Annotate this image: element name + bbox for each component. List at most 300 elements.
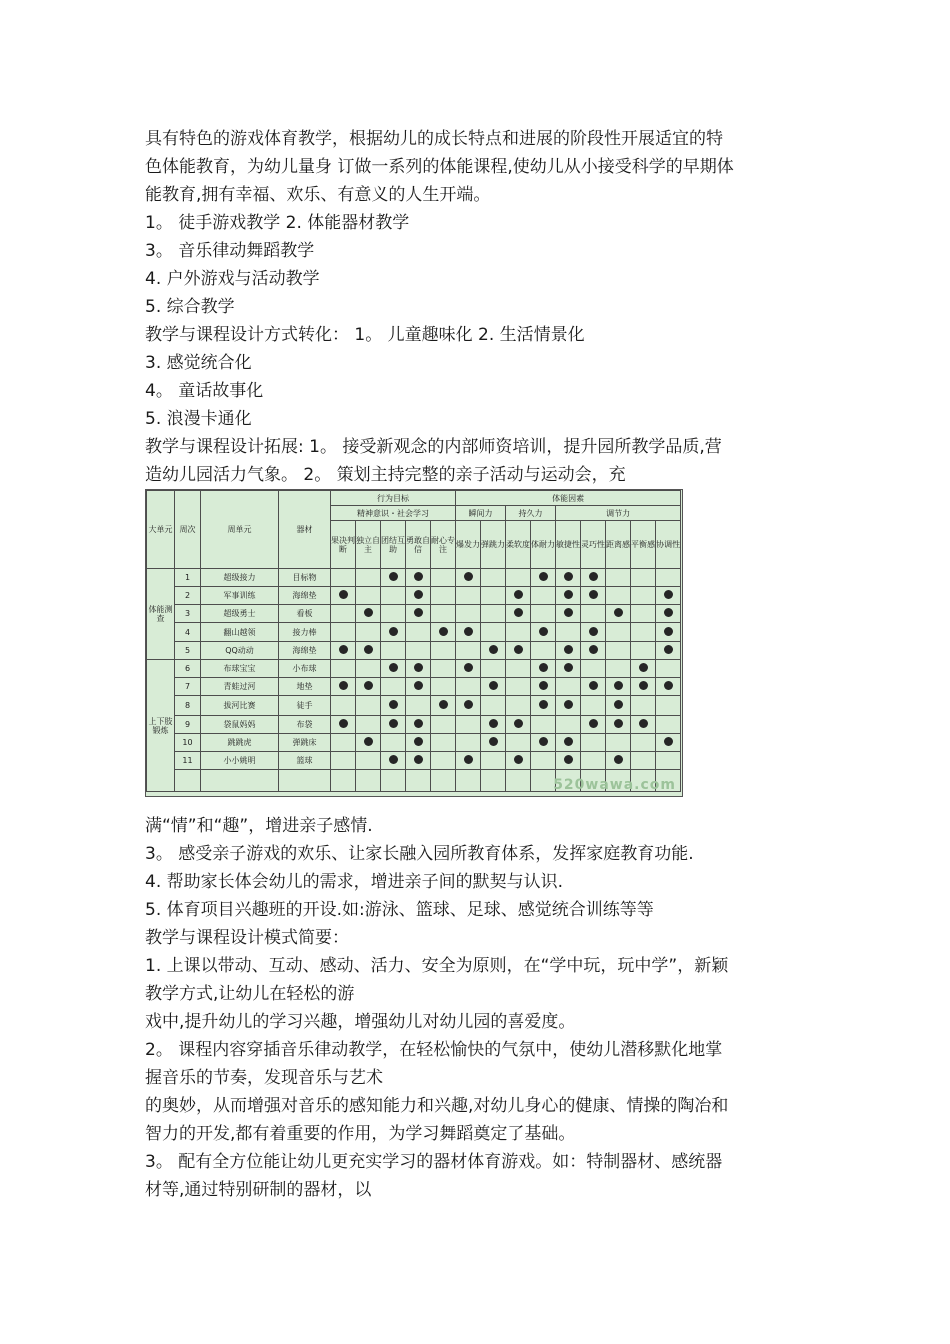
header-burst: 瞬间力 (456, 506, 506, 521)
mark-cell (631, 587, 656, 605)
mark-cell (556, 752, 581, 770)
cell-name (201, 770, 279, 792)
header-col: 独立自主 (356, 521, 381, 569)
cell-equip: 布袋 (279, 716, 331, 734)
mark-cell (431, 605, 456, 623)
mark-cell (506, 770, 531, 792)
text-line: 3。 音乐律动舞蹈教学 (145, 241, 315, 261)
mark-cell (506, 660, 531, 678)
mark-cell (356, 770, 381, 792)
mark-cell (606, 605, 631, 623)
mark-cell (406, 752, 431, 770)
mark-cell (506, 569, 531, 587)
text-line: 2。 课程内容穿插音乐律动教学，在轻松愉快的气氛中，使幼儿潜移默化地掌 (145, 1040, 723, 1060)
mark-dot-icon (464, 700, 473, 709)
mark-dot-icon (364, 645, 373, 654)
mark-cell (556, 696, 581, 716)
cell-week: 3 (175, 605, 201, 623)
mark-cell (356, 642, 381, 660)
mark-dot-icon (639, 719, 648, 728)
mark-dot-icon (539, 663, 548, 672)
mark-cell (456, 642, 481, 660)
table-row (147, 642, 681, 660)
mark-cell (331, 696, 356, 716)
cell-week: 2 (175, 587, 201, 605)
mark-cell (481, 770, 506, 792)
mark-dot-icon (364, 681, 373, 690)
mark-cell (331, 752, 356, 770)
mark-cell (331, 587, 356, 605)
text-line: 能教育,拥有幸福、欢乐、有意义的人生开端。 (145, 185, 491, 205)
mark-cell (331, 678, 356, 696)
cell-equip: 篮球 (279, 752, 331, 770)
mark-cell (556, 623, 581, 642)
mark-dot-icon (489, 681, 498, 690)
mark-dot-icon (539, 737, 548, 746)
cell-name: 军事训练 (201, 587, 279, 605)
mark-cell (356, 569, 381, 587)
text-line: 教学与课程设计模式简要： (145, 928, 349, 948)
mark-cell (381, 642, 406, 660)
mark-dot-icon (439, 700, 448, 709)
text-line: 教学与课程设计方式转化： 1。 儿童趣味化 2. 生活情景化 (145, 325, 585, 345)
mark-cell (381, 569, 406, 587)
mark-cell (531, 660, 556, 678)
mark-cell (631, 734, 656, 752)
mark-cell (631, 716, 656, 734)
mark-cell (631, 605, 656, 623)
mark-cell (356, 678, 381, 696)
mark-dot-icon (339, 719, 348, 728)
mark-dot-icon (589, 627, 598, 636)
paragraph-bottom (145, 812, 815, 1204)
text-line: 1。 徒手游戏教学 2. 体能器材教学 (145, 213, 410, 233)
cell-week: 9 (175, 716, 201, 734)
cell-name: 超级勇士 (201, 605, 279, 623)
mark-cell (406, 587, 431, 605)
cell-week (175, 770, 201, 792)
mark-dot-icon (389, 755, 398, 764)
mark-cell (481, 605, 506, 623)
mark-dot-icon (564, 590, 573, 599)
cell-week: 11 (175, 752, 201, 770)
mark-dot-icon (664, 590, 673, 599)
mark-cell (381, 716, 406, 734)
mark-cell (506, 642, 531, 660)
cell-equip: 徒手 (279, 696, 331, 716)
mark-dot-icon (564, 572, 573, 581)
text-line: 戏中,提升幼儿的学习兴趣，增强幼儿对幼儿园的喜爱度。 (145, 1012, 576, 1032)
mark-cell (381, 752, 406, 770)
mark-cell (556, 716, 581, 734)
mark-dot-icon (589, 719, 598, 728)
mark-cell (656, 678, 681, 696)
text-line: 智力的开发,都有着重要的作用，为学习舞蹈奠定了基础。 (145, 1124, 576, 1144)
mark-cell (606, 569, 631, 587)
mark-cell (481, 696, 506, 716)
mark-cell (531, 696, 556, 716)
text-line: 3。 配有全方位能让幼儿更充实学习的器材体育游戏。如：特制器材、感统器 (145, 1152, 723, 1172)
mark-cell (531, 678, 556, 696)
mark-cell (631, 678, 656, 696)
text-line: 具有特色的游戏体育教学，根据幼儿的成长特点和进展的阶段性开展适宜的特 (145, 129, 723, 149)
header-behavior: 行为目标 (331, 491, 456, 506)
mark-cell (481, 678, 506, 696)
header-col: 平衡感 (631, 521, 656, 569)
mark-dot-icon (339, 681, 348, 690)
mark-cell (481, 716, 506, 734)
table-row (147, 587, 681, 605)
mark-cell (631, 752, 656, 770)
mark-cell (356, 623, 381, 642)
watermark: 520wawa.com (553, 777, 676, 793)
mark-dot-icon (614, 608, 623, 617)
mark-cell (606, 696, 631, 716)
mark-dot-icon (389, 572, 398, 581)
mark-dot-icon (514, 590, 523, 599)
mark-dot-icon (539, 627, 548, 636)
mark-dot-icon (614, 755, 623, 764)
mark-dot-icon (589, 572, 598, 581)
mark-cell (531, 642, 556, 660)
mark-dot-icon (614, 681, 623, 690)
mark-cell (581, 605, 606, 623)
mark-dot-icon (414, 737, 423, 746)
mark-dot-icon (564, 700, 573, 709)
mark-dot-icon (364, 737, 373, 746)
cell-equip: 海绵垫 (279, 642, 331, 660)
mark-cell (331, 716, 356, 734)
mark-cell (656, 605, 681, 623)
text-line: 4. 帮助家长体会幼儿的需求，增进亲子间的默契与认识. (145, 872, 564, 892)
header-equipment: 器材 (279, 491, 331, 569)
mark-cell (456, 752, 481, 770)
header-col: 协调性 (656, 521, 681, 569)
mark-dot-icon (414, 572, 423, 581)
mark-dot-icon (664, 645, 673, 654)
mark-cell (506, 716, 531, 734)
mark-cell (406, 623, 431, 642)
cell-name: 跳跳虎 (201, 734, 279, 752)
mark-cell (656, 642, 681, 660)
mark-dot-icon (614, 700, 623, 709)
mark-cell (631, 642, 656, 660)
mark-cell (406, 642, 431, 660)
table-row (147, 605, 681, 623)
mark-cell (481, 623, 506, 642)
cell-name: 小小姚明 (201, 752, 279, 770)
mark-dot-icon (639, 663, 648, 672)
mark-cell (556, 642, 581, 660)
mark-cell (431, 734, 456, 752)
mark-dot-icon (389, 627, 398, 636)
mark-dot-icon (614, 719, 623, 728)
mark-cell (581, 734, 606, 752)
cell-equip: 接力棒 (279, 623, 331, 642)
header-col: 弹跳力 (481, 521, 506, 569)
mark-cell (556, 678, 581, 696)
cell-equip: 看板 (279, 605, 331, 623)
cell-week: 5 (175, 642, 201, 660)
mark-cell (431, 623, 456, 642)
mark-cell (581, 696, 606, 716)
header-col: 团结互助 (381, 521, 406, 569)
mark-cell (631, 660, 656, 678)
mark-cell (581, 569, 606, 587)
table-row (147, 752, 681, 770)
cell-name: 布球宝宝 (201, 660, 279, 678)
mark-cell (456, 770, 481, 792)
cell-name: 袋鼠妈妈 (201, 716, 279, 734)
mark-cell (431, 696, 456, 716)
mark-cell (581, 642, 606, 660)
mark-cell (381, 678, 406, 696)
mark-cell (606, 678, 631, 696)
mark-dot-icon (664, 627, 673, 636)
mark-cell (481, 642, 506, 660)
mark-cell (481, 660, 506, 678)
mark-cell (606, 752, 631, 770)
mark-cell (331, 569, 356, 587)
header-physical: 体能因素 (456, 491, 681, 506)
mark-cell (606, 716, 631, 734)
mark-dot-icon (589, 590, 598, 599)
mark-cell (456, 696, 481, 716)
mark-cell (556, 734, 581, 752)
mark-cell (406, 770, 431, 792)
mark-cell (506, 623, 531, 642)
mark-cell (531, 569, 556, 587)
mark-cell (456, 569, 481, 587)
text-line: 满“情”和“趣”，增进亲子感情. (145, 816, 373, 836)
mark-cell (606, 623, 631, 642)
mark-cell (431, 770, 456, 792)
text-line: 材等,通过特别研制的器材，以 (145, 1180, 372, 1200)
mark-cell (506, 587, 531, 605)
mark-cell (406, 716, 431, 734)
header-col: 体耐力 (531, 521, 556, 569)
mark-dot-icon (389, 719, 398, 728)
cell-name: 拔河比赛 (201, 696, 279, 716)
mark-cell (456, 734, 481, 752)
header-col: 柔软度 (506, 521, 531, 569)
text-line: 4. 户外游戏与活动教学 (145, 269, 320, 289)
text-line: 教学方式,让幼儿在轻松的游 (145, 984, 355, 1004)
table-row (147, 696, 681, 716)
text-line: 5. 综合教学 (145, 297, 235, 317)
mark-dot-icon (464, 755, 473, 764)
mark-cell (406, 569, 431, 587)
mark-cell (606, 587, 631, 605)
mark-dot-icon (339, 645, 348, 654)
mark-dot-icon (389, 663, 398, 672)
mark-dot-icon (564, 645, 573, 654)
mark-dot-icon (414, 590, 423, 599)
curriculum-table-image (145, 489, 683, 797)
mark-cell (656, 587, 681, 605)
mark-cell (531, 734, 556, 752)
cell-week: 6 (175, 660, 201, 678)
mark-dot-icon (589, 681, 598, 690)
mark-cell (581, 660, 606, 678)
mark-cell (556, 587, 581, 605)
mark-cell (431, 660, 456, 678)
header-col: 距离感 (606, 521, 631, 569)
text-line: 5. 浪漫卡通化 (145, 409, 252, 429)
mark-cell (556, 605, 581, 623)
mark-cell (331, 642, 356, 660)
mark-cell (331, 623, 356, 642)
cell-week: 8 (175, 696, 201, 716)
cell-equip (279, 770, 331, 792)
mark-dot-icon (514, 645, 523, 654)
mark-cell (356, 752, 381, 770)
mark-cell (381, 696, 406, 716)
mark-cell (631, 569, 656, 587)
mark-cell (656, 623, 681, 642)
mark-cell (656, 696, 681, 716)
mark-cell (456, 660, 481, 678)
cell-week: 10 (175, 734, 201, 752)
mark-cell (506, 752, 531, 770)
mark-dot-icon (539, 700, 548, 709)
mark-cell (506, 678, 531, 696)
mark-cell (531, 623, 556, 642)
mark-cell (431, 569, 456, 587)
mark-cell (356, 587, 381, 605)
mark-dot-icon (489, 719, 498, 728)
cell-name: 超级接力 (201, 569, 279, 587)
mark-cell (556, 660, 581, 678)
mark-cell (381, 660, 406, 678)
header-regulate: 调节力 (556, 506, 681, 521)
mark-dot-icon (464, 572, 473, 581)
mark-cell (506, 605, 531, 623)
mark-cell (581, 623, 606, 642)
mark-cell (331, 770, 356, 792)
header-col: 灵巧性 (581, 521, 606, 569)
text-line: 造幼儿园活力气象。 2。 策划主持完整的亲子活动与运动会，充 (145, 465, 626, 485)
header-weekly-unit: 周单元 (201, 491, 279, 569)
mark-dot-icon (414, 608, 423, 617)
mark-dot-icon (564, 663, 573, 672)
mark-dot-icon (514, 608, 523, 617)
mark-cell (331, 734, 356, 752)
mark-cell (431, 716, 456, 734)
table-row (147, 623, 681, 642)
table-row (147, 734, 681, 752)
text-line: 握音乐的节奏，发现音乐与艺术 (145, 1068, 383, 1088)
mark-dot-icon (339, 590, 348, 599)
mark-cell (456, 587, 481, 605)
mark-dot-icon (564, 608, 573, 617)
mark-dot-icon (414, 681, 423, 690)
header-col: 勇敢自信 (406, 521, 431, 569)
table-row (147, 716, 681, 734)
mark-dot-icon (514, 755, 523, 764)
mark-cell (581, 716, 606, 734)
mark-cell (456, 716, 481, 734)
table-row (147, 660, 681, 678)
mark-cell (356, 696, 381, 716)
mark-dot-icon (564, 737, 573, 746)
cell-equip: 地垫 (279, 678, 331, 696)
cell-equip: 小布球 (279, 660, 331, 678)
mark-cell (356, 660, 381, 678)
mark-cell (356, 734, 381, 752)
mark-cell (431, 678, 456, 696)
mark-dot-icon (414, 663, 423, 672)
mark-dot-icon (489, 737, 498, 746)
mark-dot-icon (514, 719, 523, 728)
mark-cell (606, 734, 631, 752)
mark-cell (556, 569, 581, 587)
mark-cell (581, 587, 606, 605)
cell-week: 4 (175, 623, 201, 642)
mark-cell (481, 752, 506, 770)
mark-cell (656, 716, 681, 734)
group-cell: 上下肢锻炼 (147, 660, 175, 792)
mark-cell (381, 770, 406, 792)
header-week: 周次 (175, 491, 201, 569)
group-cell: 体能测查 (147, 569, 175, 660)
mark-cell (606, 660, 631, 678)
header-col: 敏捷性 (556, 521, 581, 569)
mark-cell (381, 587, 406, 605)
text-line: 5. 体育项目兴趣班的开设.如:游泳、篮球、足球、感觉统合训练等等 (145, 900, 654, 920)
mark-cell (531, 587, 556, 605)
cell-week: 1 (175, 569, 201, 587)
mark-cell (656, 752, 681, 770)
mark-dot-icon (464, 663, 473, 672)
mark-cell (456, 678, 481, 696)
mark-cell (481, 587, 506, 605)
header-endurance: 持久力 (506, 506, 556, 521)
mark-cell (331, 605, 356, 623)
mark-cell (381, 734, 406, 752)
mark-cell (381, 623, 406, 642)
mark-cell (656, 569, 681, 587)
mark-cell (356, 716, 381, 734)
mark-dot-icon (564, 755, 573, 764)
mark-dot-icon (489, 645, 498, 654)
mark-dot-icon (664, 608, 673, 617)
text-line: 4。 童话故事化 (145, 381, 264, 401)
text-line: 教学与课程设计拓展: 1。 接受新观念的内部师资培训，提升园所教学品质,营 (145, 437, 722, 457)
mark-cell (456, 605, 481, 623)
mark-cell (406, 660, 431, 678)
mark-cell (506, 734, 531, 752)
cell-name: QQ动动 (201, 642, 279, 660)
mark-dot-icon (539, 681, 548, 690)
mark-cell (431, 752, 456, 770)
header-col: 果决判断 (331, 521, 356, 569)
mark-cell (606, 642, 631, 660)
mark-cell (406, 696, 431, 716)
mark-cell (631, 696, 656, 716)
mark-cell (506, 696, 531, 716)
cell-equip: 弹跳床 (279, 734, 331, 752)
mark-cell (406, 678, 431, 696)
cell-equip: 目标物 (279, 569, 331, 587)
mark-cell (331, 660, 356, 678)
mark-cell (431, 642, 456, 660)
mark-dot-icon (414, 719, 423, 728)
mark-cell (381, 605, 406, 623)
cell-week: 7 (175, 678, 201, 696)
text-line: 色体能教育，为幼儿量身 订做一系列的体能课程,使幼儿从小接受科学的早期体 (145, 157, 734, 177)
mark-cell (656, 734, 681, 752)
